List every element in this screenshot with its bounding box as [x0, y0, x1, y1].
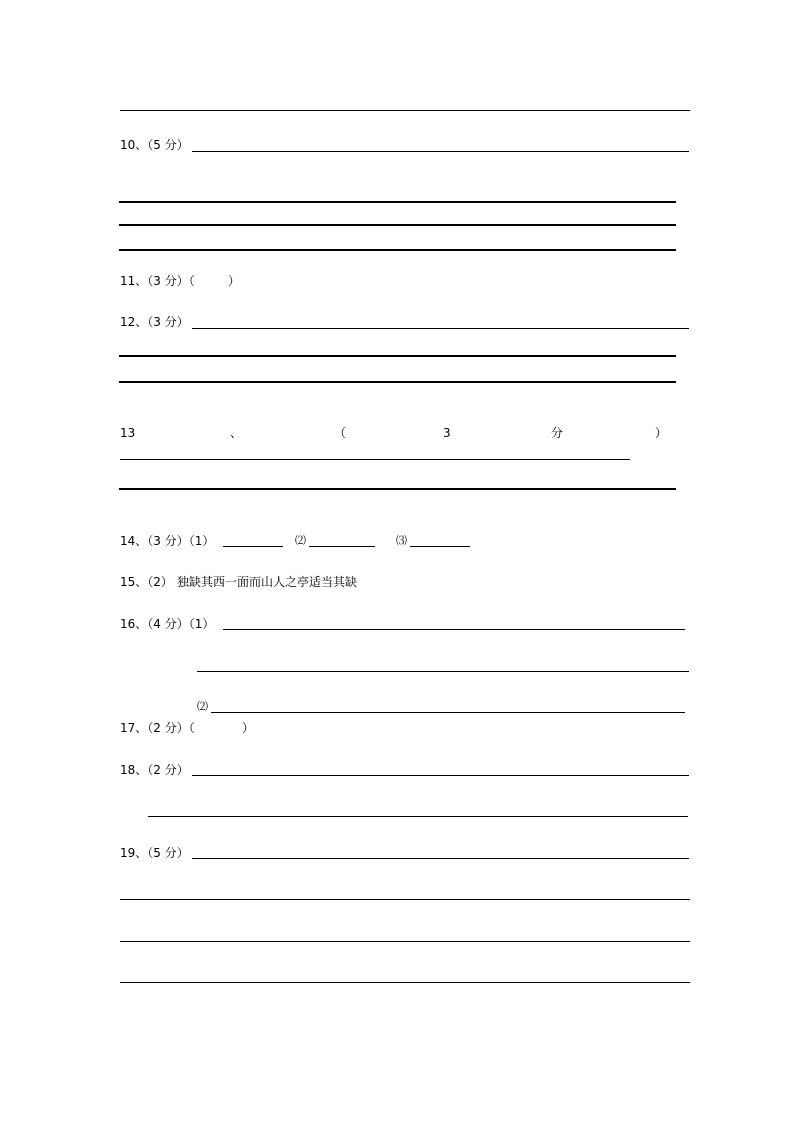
answer-line[interactable]: [119, 201, 676, 203]
question-16-answer-line-1[interactable]: [223, 629, 685, 630]
question-10-label: 10、（5 分）: [120, 138, 189, 152]
question-15-answer: 独缺其西一面而山人之亭适当其缺: [177, 575, 358, 589]
question-14-part-2-label: ⑵: [295, 534, 306, 547]
question-18-answer-line[interactable]: [192, 775, 689, 776]
question-11-bracket-close: ）: [228, 274, 241, 288]
answer-line[interactable]: [120, 941, 690, 942]
answer-line[interactable]: [119, 224, 676, 226]
answer-line[interactable]: [148, 816, 688, 817]
question-11-label: 11、（3 分）（: [120, 274, 195, 288]
question-14-blank-1[interactable]: [223, 546, 283, 547]
answer-line[interactable]: [119, 488, 676, 490]
question-14-blank-2[interactable]: [309, 546, 375, 547]
answer-line[interactable]: [119, 249, 676, 251]
question-19-label: 19、（5 分）: [120, 846, 189, 860]
question-10-answer-line[interactable]: [192, 151, 689, 152]
question-17-label: 17、（2 分）（: [120, 721, 195, 735]
question-17-bracket-close: ）: [242, 721, 255, 735]
answer-line[interactable]: [119, 355, 676, 357]
question-16-part-2-label: ⑵: [197, 700, 208, 713]
question-13-score: 3: [443, 426, 451, 440]
question-13-unit: 分: [551, 426, 564, 440]
question-14-blank-3[interactable]: [410, 546, 470, 547]
question-18-label: 18、（2 分）: [120, 763, 189, 777]
answer-line[interactable]: [120, 899, 690, 900]
question-15-label: 15、（2）: [120, 575, 173, 589]
question-16-label: 16、（4 分）（1）: [120, 617, 215, 631]
answer-line: [120, 110, 690, 111]
question-19-answer-line[interactable]: [192, 858, 689, 859]
answer-line[interactable]: [197, 671, 689, 672]
question-13-answer-line[interactable]: [120, 459, 630, 460]
question-16-answer-line-2[interactable]: [211, 712, 685, 713]
question-14-label: 14、（3 分）（1）: [120, 534, 215, 548]
answer-line[interactable]: [119, 381, 676, 383]
question-12-label: 12、（3 分）: [120, 315, 189, 329]
question-13-number: 13: [120, 426, 136, 440]
question-13-paren-close: ）: [655, 426, 668, 440]
answer-line[interactable]: [120, 982, 690, 983]
question-13-separator: 、: [230, 426, 243, 440]
question-13-paren-open: （: [334, 426, 347, 440]
question-14-part-3-label: ⑶: [396, 534, 407, 547]
question-12-answer-line[interactable]: [192, 328, 689, 329]
